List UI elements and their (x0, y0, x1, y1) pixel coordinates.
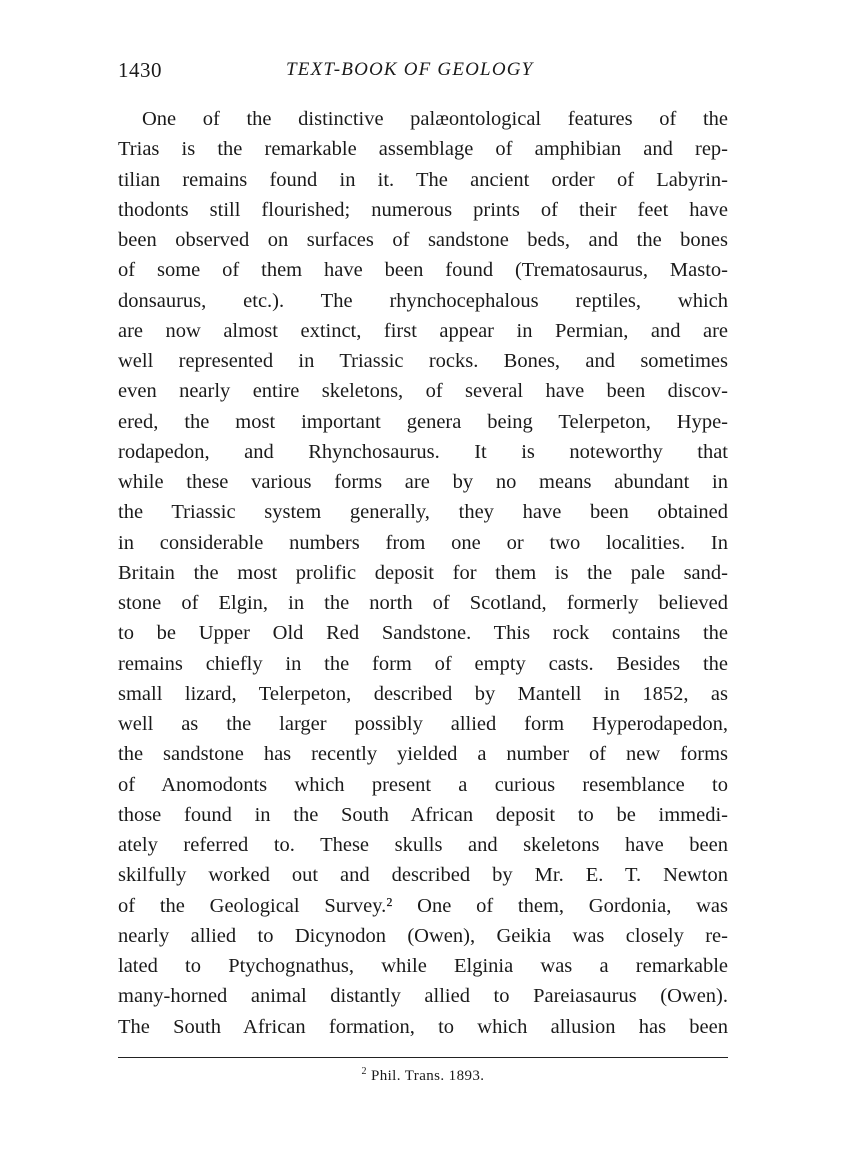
text-line: The South African formation, to which allusion has been (118, 1015, 728, 1038)
text-line: the Triassic system generally, they have been obtained (118, 501, 728, 524)
text-line: the sandstone has recently yielded a number of new forms (118, 743, 728, 766)
text-line: Britain the most prolific deposit for them is the pale sand- (118, 561, 728, 584)
text-line: small lizard, Telerpeton, described by Mantell in 1852, as (118, 682, 728, 705)
text-line: to be Upper Old Red Sandstone. This rock contains the (118, 622, 728, 645)
text-line: nearly allied to Dicynodon (Owen), Geikia was closely re- (118, 924, 728, 947)
text-line: while these various forms are by no means abundant in (118, 471, 728, 493)
text-line: skilfully worked out and described by Mr. E. T. Newton (118, 864, 728, 887)
text-line: even nearly entire skeletons, of several have been discov- (118, 380, 728, 403)
running-title: TEXT-BOOK OF GEOLOGY (286, 59, 534, 80)
running-head (118, 58, 728, 88)
footnote-marker: 2 (361, 1066, 367, 1077)
text-line: been observed on surfaces of sandstone beds, and the bones (118, 229, 728, 251)
text-line: tilian remains found in it. The ancient order of Labyrin- (118, 168, 728, 191)
text-line: well as the larger possibly allied form Hyperodapedon, (118, 713, 728, 735)
text-line: stone of Elgin, in the north of Scotland, formerly believed (118, 592, 728, 614)
footnote-rule (118, 1057, 728, 1058)
footnote-text: Phil. Trans. 1893. (370, 1068, 485, 1084)
body-text (118, 104, 728, 1042)
text-line: donsaurus, etc.). The rhynchocephalous reptiles, which (118, 289, 728, 312)
text-line: Trias is the remarkable assemblage of amphibian and rep- (118, 138, 728, 161)
text-line: are now almost extinct, first appear in Permian, and are (118, 319, 728, 342)
text-line: thodonts still flourished; numerous prints of their feet have (118, 198, 728, 221)
footnote (118, 1066, 728, 1085)
text-line: lated to Ptychognathus, while Elginia was a remarkable (118, 955, 728, 977)
page-number: 1430 (118, 58, 162, 82)
text-line: of Anomodonts which present a curious resemblance to (118, 773, 728, 796)
text-line: ered, the most important genera being Telerpeton, Hype- (118, 410, 728, 433)
text-line: One of the distinctive palæontological features of the (142, 108, 728, 130)
text-line: ately referred to. These skulls and skeletons have been (118, 834, 728, 856)
text-line: in considerable numbers from one or two localities. In (118, 531, 728, 554)
text-line: those found in the South African deposit to be immedi- (118, 803, 728, 826)
text-line: well represented in Triassic rocks. Bones, and sometimes (118, 350, 728, 372)
text-line: rodapedon, and Rhynchosaurus. It is noteworthy that (118, 440, 728, 463)
text-line: of some of them have been found (Trematosaurus, Masto- (118, 259, 728, 282)
text-line: remains chiefly in the form of empty casts. Besides the (118, 652, 728, 675)
text-line: of the Geological Survey.² One of them, Gordonia, was (118, 894, 728, 917)
text-line: many-horned animal distantly allied to Pareiasaurus (Owen). (118, 985, 728, 1008)
